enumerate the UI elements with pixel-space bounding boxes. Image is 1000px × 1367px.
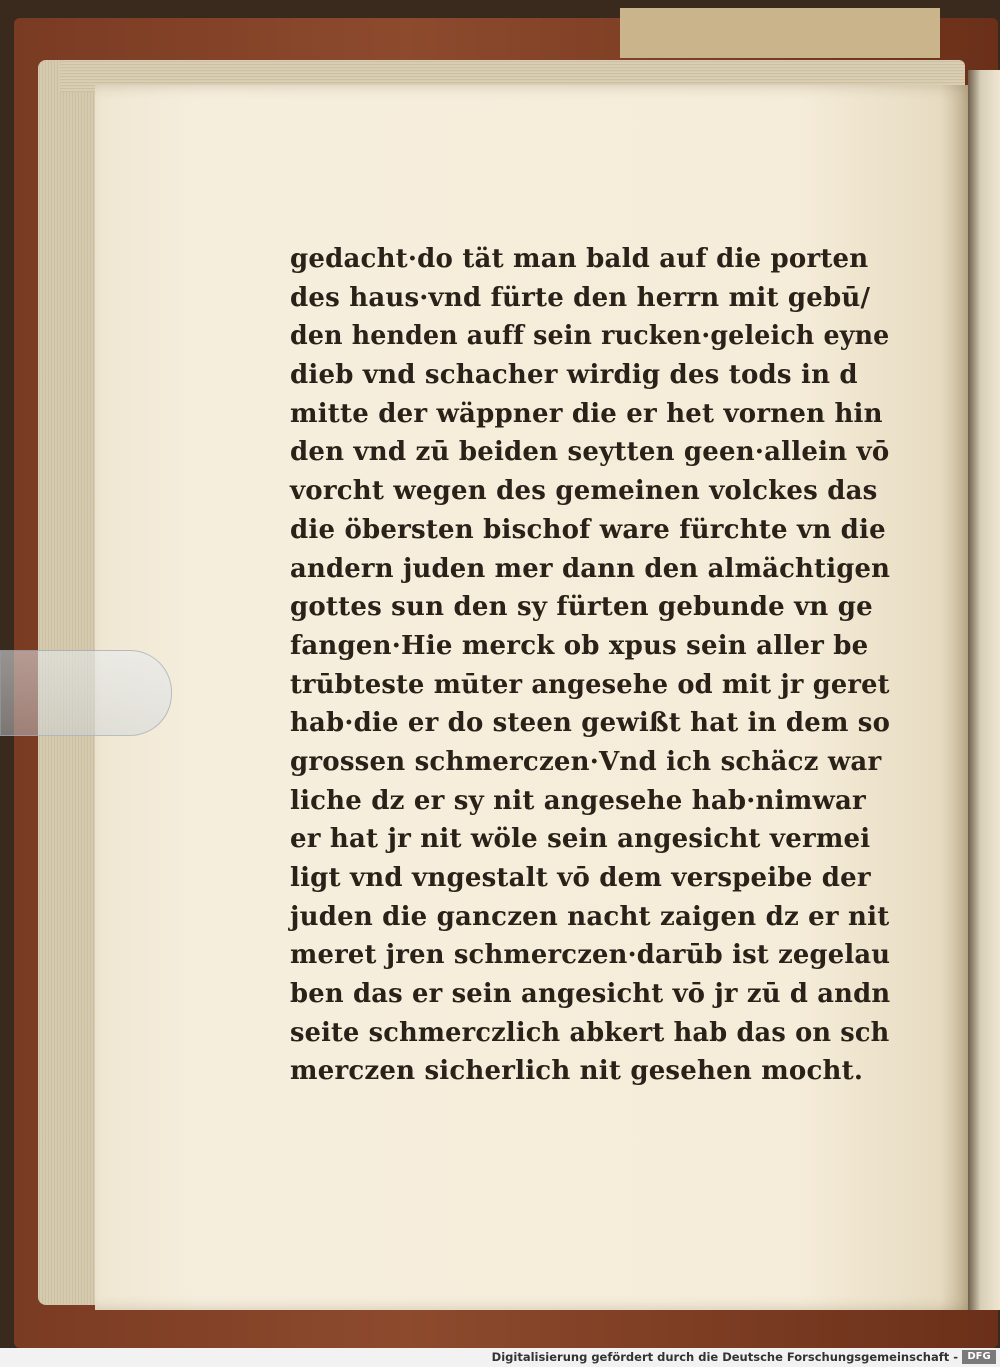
bookmark-tab bbox=[0, 650, 172, 736]
text-line: fangen·Hie merck ob xpus sein aller be bbox=[290, 630, 869, 661]
text-line: den vnd zū beiden seytten geen·allein vō bbox=[290, 437, 890, 468]
text-line: er hat jr nit wöle sein angesicht vermei bbox=[290, 824, 871, 855]
text-line: den henden auff sein rucken·geleich eyne bbox=[290, 321, 890, 352]
text-line: vorcht wegen des gemeinen volckes das bbox=[290, 476, 878, 507]
text-line: mitte der wäppner die er het vornen hin bbox=[290, 398, 883, 429]
footer-credit: Digitalisierung gefördert durch die Deutsche Forschungsgemeinschaft - bbox=[491, 1350, 958, 1364]
text-line: ben das er sein angesicht vō jr zū d andn bbox=[290, 979, 891, 1010]
text-line: ligt vnd vngestalt vō dem verspeibe der bbox=[290, 863, 871, 893]
dfg-logo: DFG bbox=[962, 1350, 996, 1364]
text-line: gedacht·do tät man bald auf die porten bbox=[290, 244, 869, 274]
page-text-block bbox=[290, 240, 900, 1091]
text-line: andern juden mer dann den almächtigen bbox=[290, 553, 891, 584]
text-line: gottes sun den sy fürten gebunde vn ge bbox=[290, 592, 873, 623]
footer-bar bbox=[0, 1348, 1000, 1367]
text-line: liche dz er sy nit angesehe hab·nimwar bbox=[290, 785, 866, 816]
text-line: hab·die er do steen gewißt hat in dem so bbox=[290, 708, 891, 739]
text-line: trūbteste mūter angesehe od mit jr geret bbox=[290, 669, 890, 700]
text-line: seite schmerczlich abkert hab das on sch bbox=[290, 1017, 890, 1048]
text-line: merczen sicherlich nit gesehen mocht. bbox=[290, 1056, 864, 1087]
cover-label-area bbox=[620, 8, 940, 58]
facing-page-edge bbox=[968, 70, 1000, 1310]
text-line: juden die ganczen nacht zaigen dz er nit bbox=[290, 901, 890, 932]
text-line: des haus·vnd fürte den herrn mit gebū/ bbox=[290, 282, 871, 313]
text-line: grossen schmerczen·Vnd ich schäcz war bbox=[290, 746, 882, 777]
text-line: meret jren schmerczen·darūb ist zegelau bbox=[290, 940, 891, 971]
text-line: dieb vnd schacher wirdig des tods in d bbox=[290, 360, 858, 391]
text-line: die öbersten bischof ware fürchte vn die bbox=[290, 514, 886, 545]
